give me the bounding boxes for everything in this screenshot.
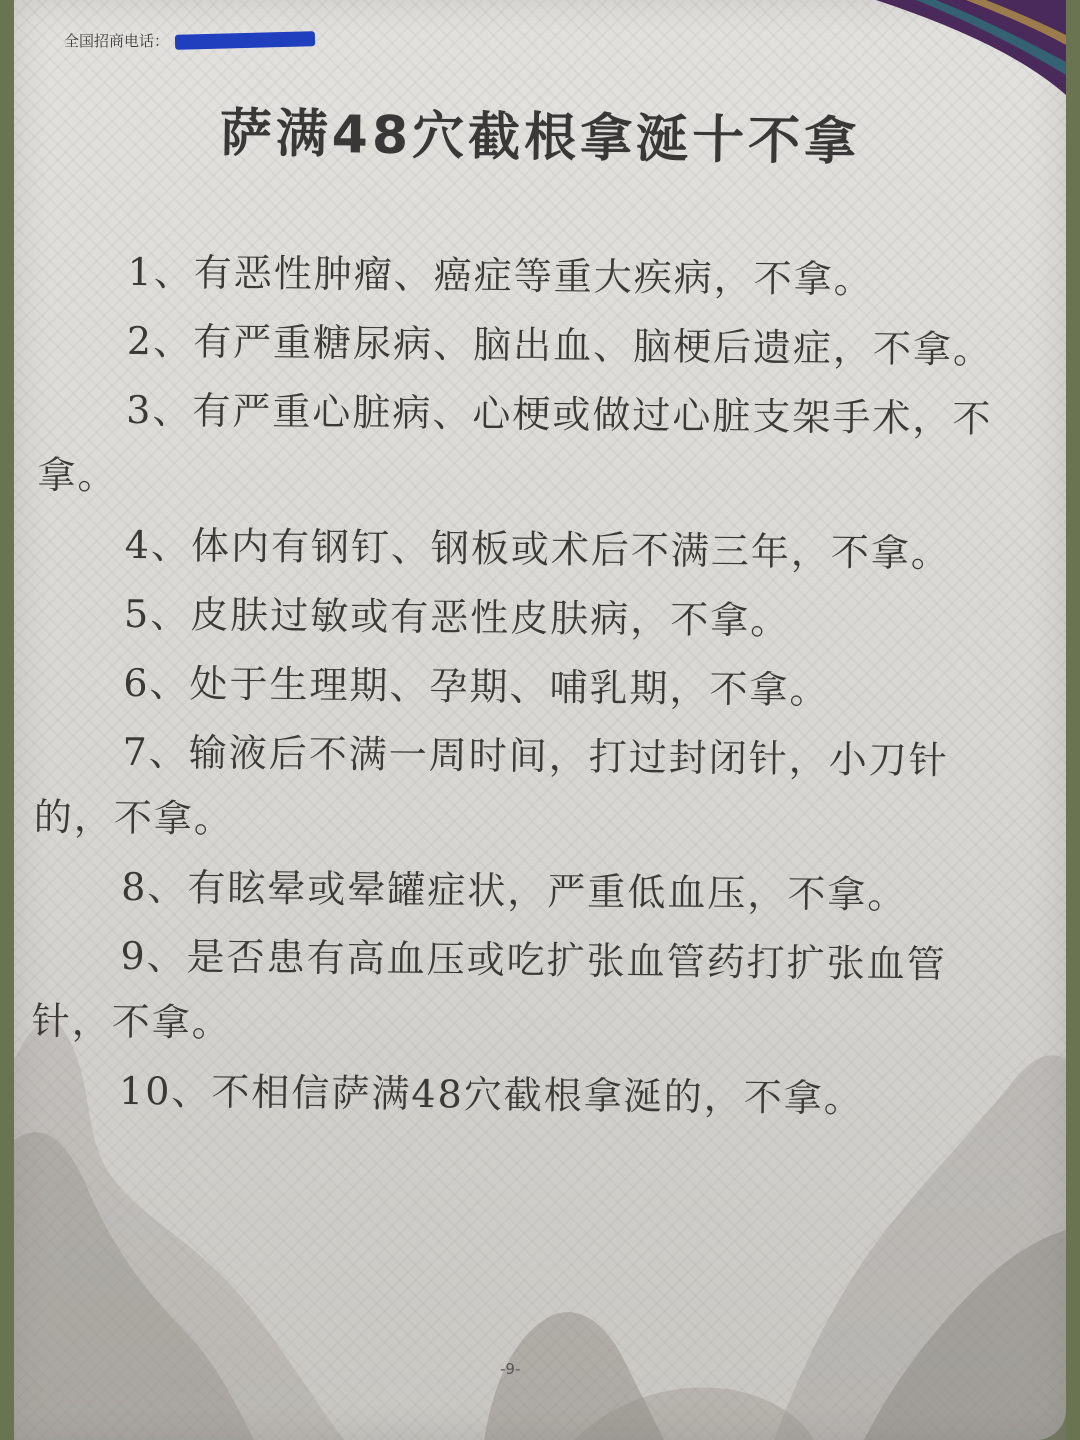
phone-line	[64, 30, 315, 51]
rules-list	[31, 238, 1025, 1136]
redacted-phone-number	[175, 31, 315, 50]
page-title: 萨满48穴截根拿涎十不拿	[219, 103, 861, 173]
rule-item: 5、皮肤过敏或有恶性皮肤病，不拿。	[123, 591, 791, 643]
rule-item: 2、有严重糖尿病、脑出血、脑梗后遗症，不拿。	[126, 318, 994, 372]
page-number: -9-	[500, 1360, 521, 1378]
rule-item: 8、有眩晕或晕罐症状，严重低血压，不拿。	[120, 864, 908, 918]
rule-item: 9、是否患有高血压或吃扩张血管药打扩张血管针，不拿。	[31, 933, 947, 1046]
rule-item: 10、不相信萨满48穴截根拿涎的，不拿。	[118, 1068, 864, 1121]
rule-item: 1、有恶性肿瘤、癌症等重大疾病，不拿。	[127, 249, 875, 302]
phone-label: 全国招商电话：	[64, 32, 170, 50]
rule-item: 4、体内有钢钉、钢板或术后不满三年，不拿。	[124, 522, 952, 576]
rule-item: 6、处于生理期、孕期、哺乳期，不拿。	[123, 660, 830, 713]
rule-item: 3、有严重心脏病、心梗或做过心脏支架手术，不拿。	[37, 387, 993, 498]
corner-ornament	[876, 0, 1066, 95]
rule-item: 7、输液后不满一周时间，打过封闭针，小刀针的，不拿。	[33, 729, 949, 842]
